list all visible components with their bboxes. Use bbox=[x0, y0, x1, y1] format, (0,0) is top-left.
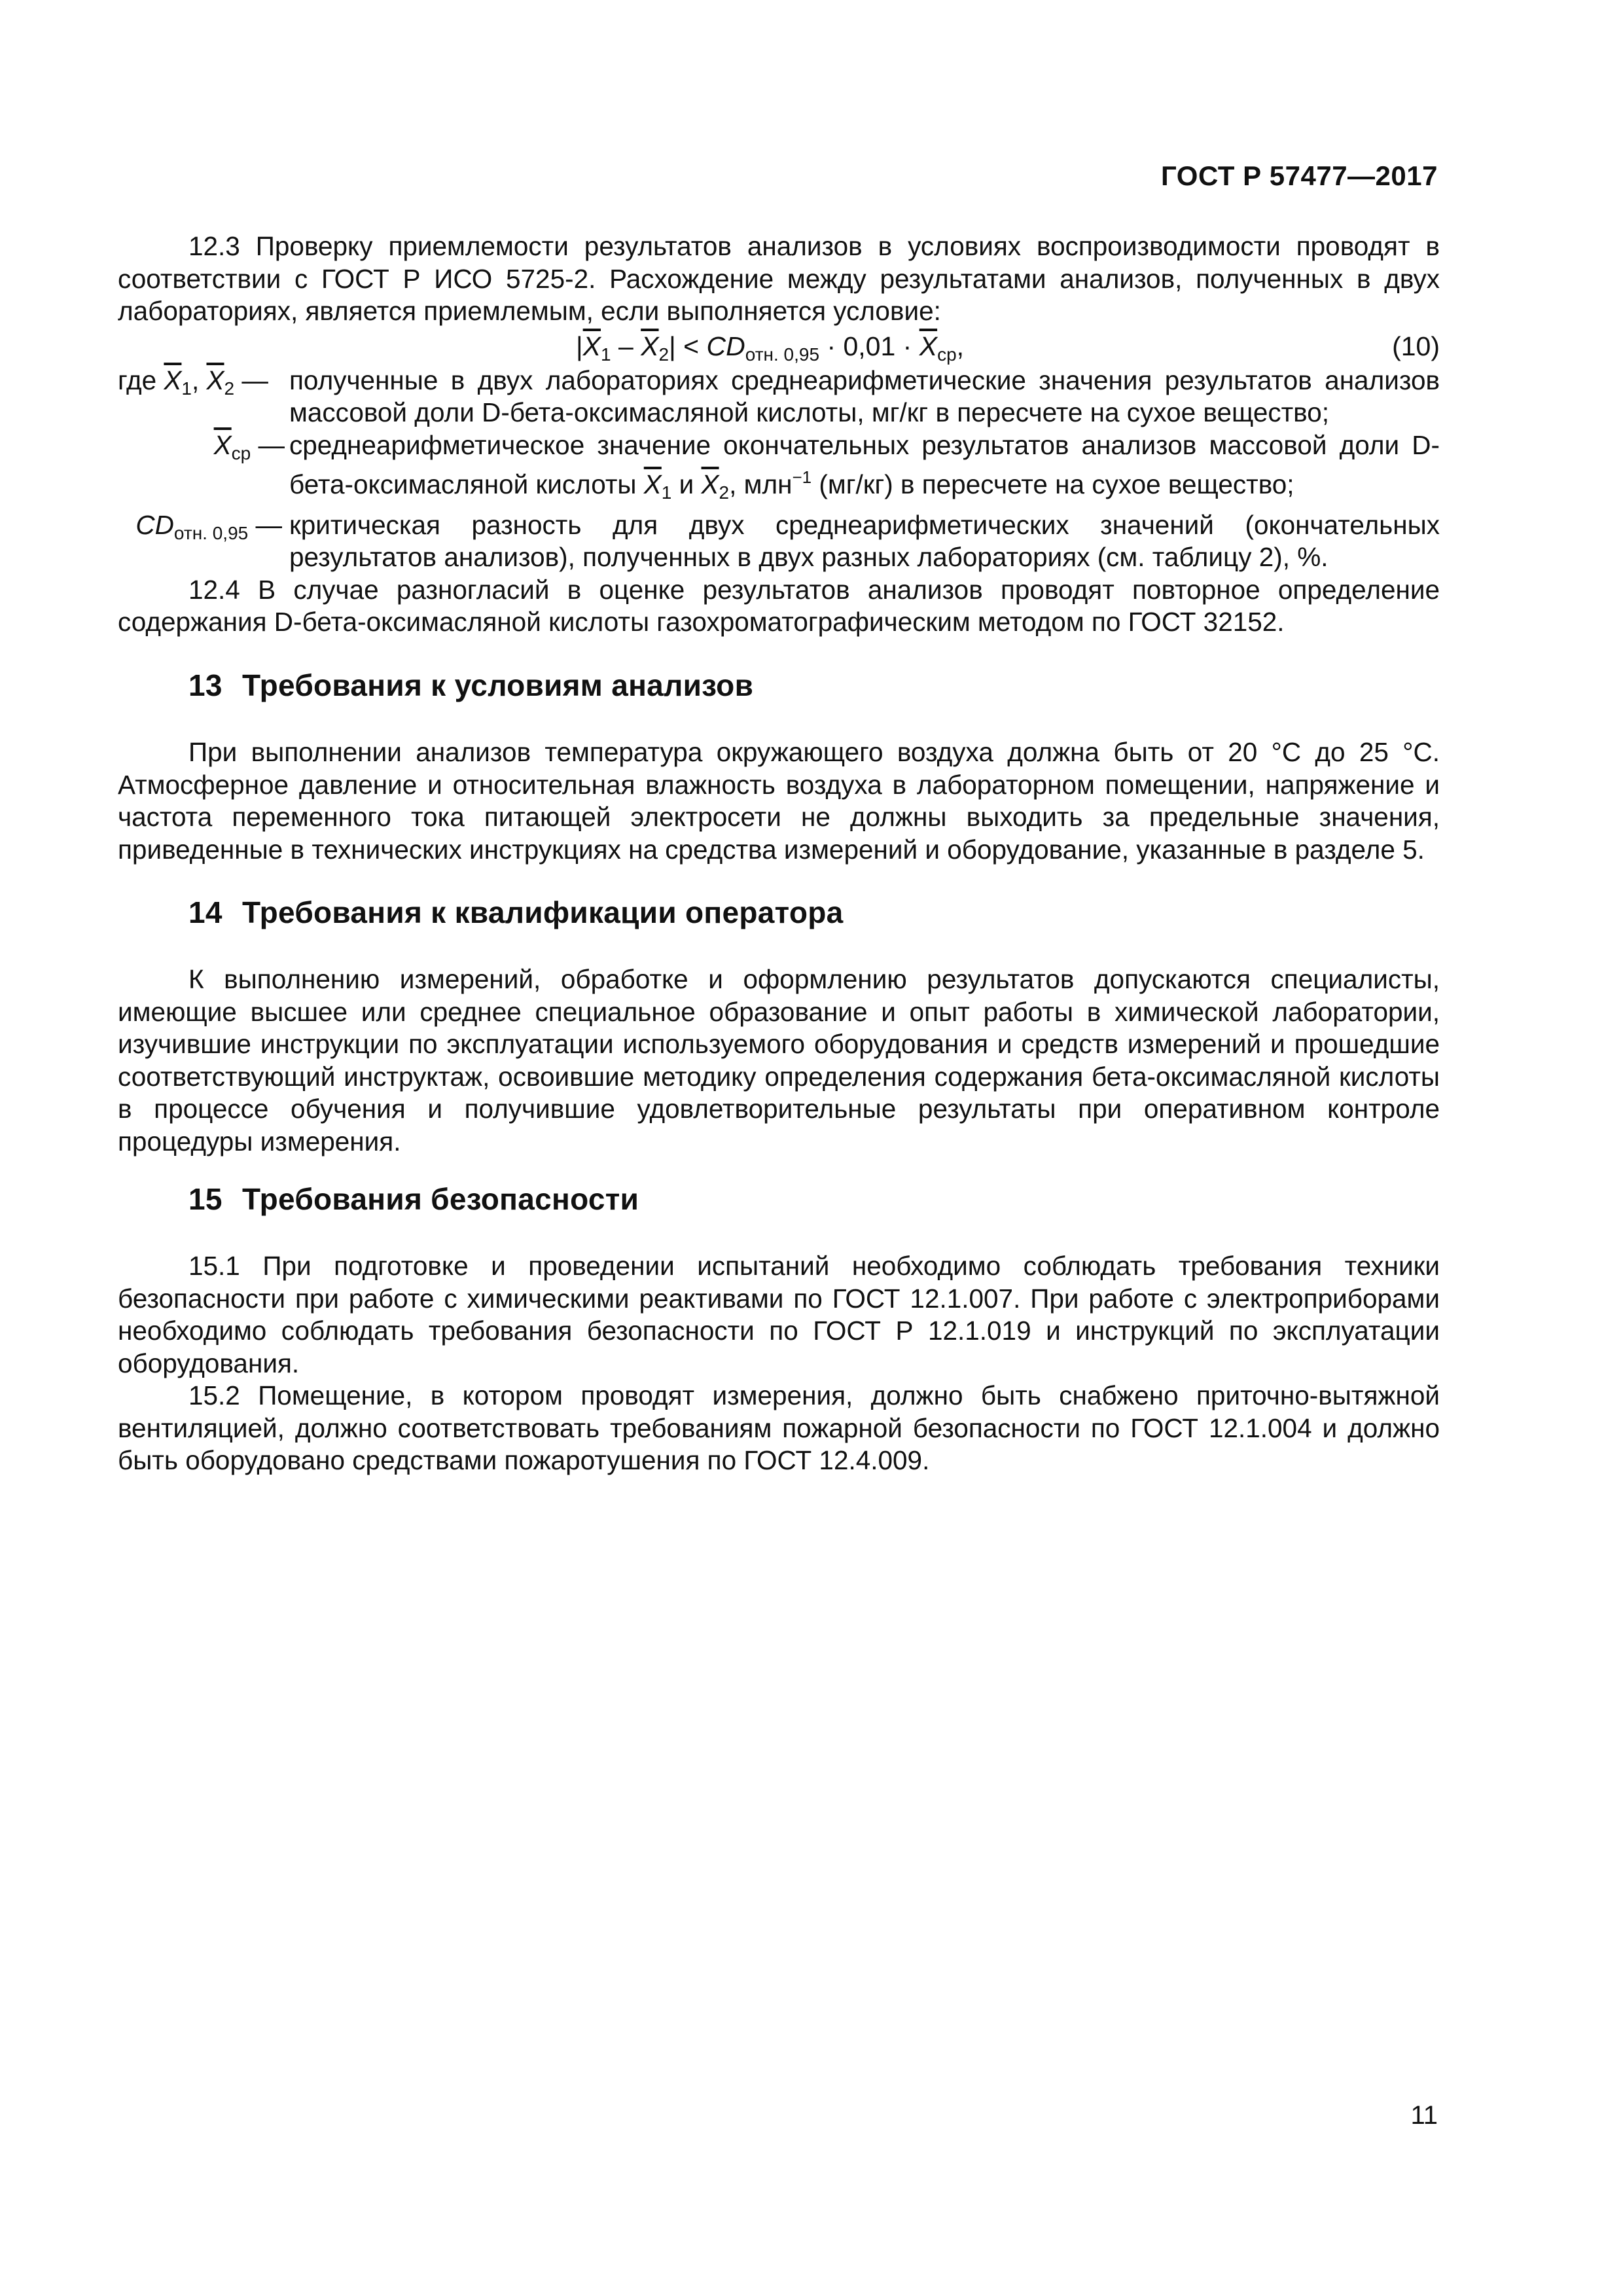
paragraph-12-3: 12.3 Проверку приемлемости результатов анализов в условиях воспроизводимости проводят в соответствии с ГОСТ Р ИСО 5725-2. Расхождение между результатами анализов, полученных в двух лабораториях, является приемлемым, если выполняется условие: bbox=[118, 231, 1440, 326]
definition-xcp: $\overline{X}_{ср}$ — среднеарифметическое значение окончательных результатов анализов массовой доли D-бета-оксимасляной кислоты $\overline{X}_1$ и $\overline{X}_2$, млн$^{-1}$ (мг/кг) в пересчете на сухое вещество; bbox=[213, 429, 1440, 503]
formula-10 bbox=[118, 328, 1440, 365]
section-15-heading: 15 Требования безопасности bbox=[188, 1182, 639, 1216]
formula-number: (10) bbox=[1392, 331, 1440, 361]
section-15-body bbox=[118, 1250, 1440, 1477]
section-14-body bbox=[118, 963, 1440, 1158]
section-14-heading: 14 Требования к квалификации оператора bbox=[188, 895, 844, 929]
document-code-header: ГОСТ Р 57477—2017 bbox=[1161, 160, 1438, 191]
formula-definitions bbox=[118, 365, 1440, 574]
paragraph-13: При выполнении анализов температура окружающего воздуха должна быть от 20 °С до 25 °С. Атмосферное давление и относительная влажность воздуха в лабораторном помещении, напряжение и частота переменного тока питающей электросети не должны выходить за предельные значения, приведенные в технических инструкциях на средства измерений и оборудование, указанные в разделе 5. bbox=[118, 737, 1440, 865]
formula-expression: $|\overline{X}_1 - \overline{X}_2| < CD_{отн. 0,95} \cdot 0,01 \cdot \overline{X}_{ср}$, bbox=[576, 331, 965, 365]
definition-x1-x2: где $\overline{X}_1$, $\overline{X}_2$ — полученные в двух лабораториях среднеарифметические значения результатов анализов массовой доли D-бета-оксимасляной кислоты, мг/кг в пересчете на сухое вещество; bbox=[118, 365, 1440, 427]
section-13-heading: 13 Требования к условиям анализов bbox=[188, 668, 754, 702]
definition-cd: $CD_{отн. 0,95}$ — критическая разность для двух среднеарифметических значений (окончательных результатов анализов), полученных в двух разных лабораториях (см. таблицу 2), %. bbox=[135, 509, 1440, 572]
section-13-body bbox=[118, 736, 1440, 866]
paragraph-14: К выполнению измерений, обработке и оформлению результатов допускаются специалисты, имеющие высшее или среднее специальное образование и опыт работы в химической лаборатории, изучившие инструкции по эксплуатации используемого оборудования и средств измерений и прошедшие соответствующий инструктаж, освоившие методику определения содержания бета-оксимасляной кислоты в процессе обучения и получившие удовлетворительные результаты при оперативном контроле процедуры измерения. bbox=[118, 964, 1440, 1157]
page-number: 11 bbox=[1410, 2101, 1438, 2130]
section-12-block bbox=[118, 230, 1440, 639]
paragraph-12-4: 12.4 В случае разногласий в оценке результатов анализов проводят повторное определение содержания D-бета-оксимасляной кислоты газохроматографическим методом по ГОСТ 32152. bbox=[118, 574, 1440, 637]
paragraph-15-2: 15.2 Помещение, в котором проводят измерения, должно быть снабжено приточно-вытяжной вентиляцией, должно соответствовать требованиям пожарной безопасности по ГОСТ 12.1.004 и должно быть оборудовано средствами пожаротушения по ГОСТ 12.4.009. bbox=[118, 1380, 1440, 1475]
paragraph-15-1: 15.1 При подготовке и проведении испытаний необходимо соблюдать требования техники безопасности при работе с химическими реактивами по ГОСТ 12.1.007. При работе с электроприборами необходимо соблюдать требования безопасности по ГОСТ Р 12.1.019 и инструкций по эксплуатации оборудования. bbox=[118, 1251, 1440, 1378]
